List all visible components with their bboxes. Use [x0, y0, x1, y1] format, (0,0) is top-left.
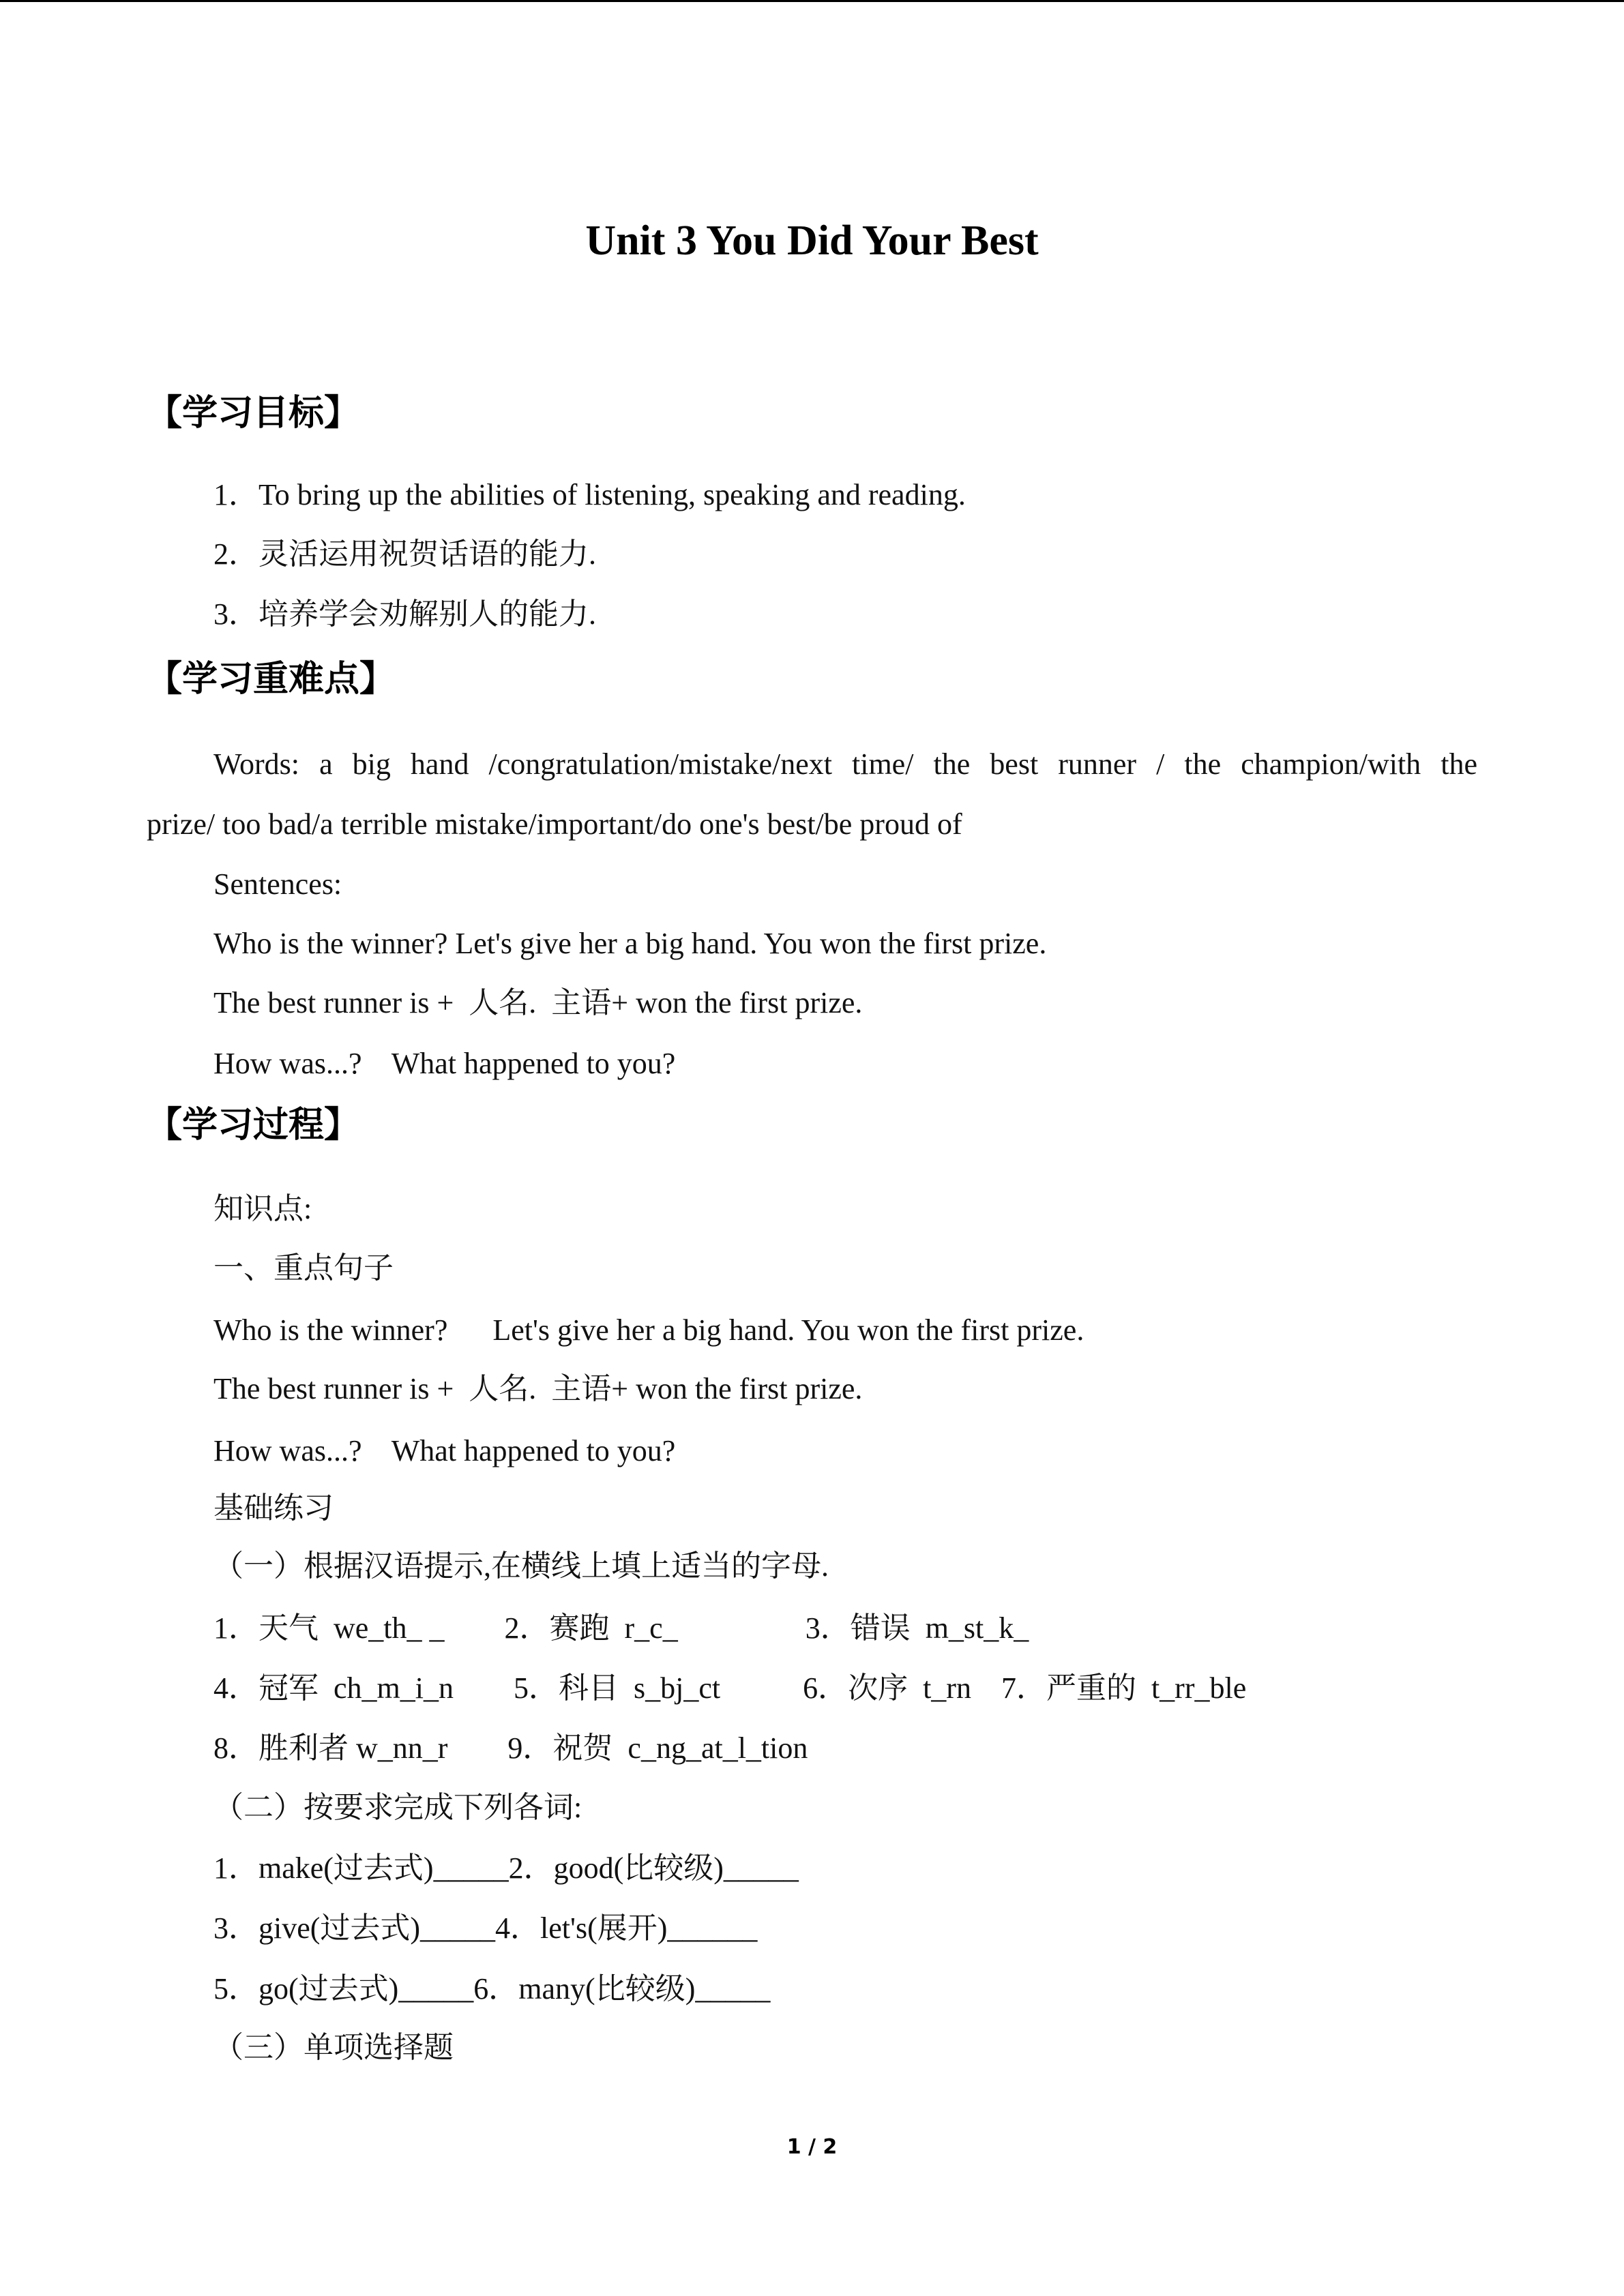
- key-sentence-3: How was...? What happened to you?: [213, 1047, 676, 1080]
- key-sentence-2: The best runner is + 人名. 主语+ won the first prize.: [213, 986, 863, 1019]
- key-sentence-1: Who is the winner? Let's give her a big hand. You won the first prize.: [213, 927, 1047, 960]
- process-heading: 【学习过程】: [147, 1105, 360, 1146]
- part1-row-2: 4．冠军 ch_m_i_n 5．科目 s_bj_ct 6．次序 t_rn 7．严重的 t_rr_ble: [213, 1671, 1247, 1705]
- objectives-heading: 【学习目标】: [147, 393, 360, 434]
- part2-row-2: 3．give(过去式)_____4．let's(展开)______: [213, 1911, 758, 1945]
- page-top-border: [0, 0, 1624, 2]
- key-words-line-2: prize/ too bad/a terrible mistake/important/do one's best/be proud of: [147, 807, 962, 841]
- process-sentence-2: The best runner is + 人名. 主语+ won the first prize.: [213, 1372, 863, 1405]
- objective-item-2: 2．灵活运用祝贺话语的能力.: [213, 537, 596, 571]
- key-points-heading: 【学习重难点】: [147, 659, 396, 700]
- part2-row-3: 5．go(过去式)_____6．many(比较级)_____: [213, 1972, 771, 2006]
- part2-row-1: 1．make(过去式)_____2．good(比较级)_____: [213, 1851, 799, 1885]
- key-sentences-label: 一、重点句子: [213, 1251, 394, 1285]
- part2-instruction: （二）按要求完成下列各词:: [213, 1791, 582, 1824]
- part1-row-1: 1．天气 we_th_ _ 2．赛跑 r_c_ 3．错误 m_st_k_: [213, 1611, 1029, 1645]
- process-sentence-1: Who is the winner? Let's give her a big hand. You won the first prize.: [213, 1313, 1084, 1347]
- objective-item-1: 1．To bring up the abilities of listening, speaking and reading.: [213, 478, 966, 511]
- practice-label: 基础练习: [213, 1491, 334, 1525]
- part3-instruction: （三）单项选择题: [213, 2031, 454, 2064]
- sentences-label: Sentences:: [213, 867, 342, 901]
- process-sentence-3: How was...? What happened to you?: [213, 1434, 676, 1467]
- key-words-line-1: Words: a big hand /congratulation/mistake/next time/ the best runner / the champion/with the: [213, 747, 1477, 781]
- objective-item-3: 3．培养学会劝解别人的能力.: [213, 597, 596, 631]
- part1-instruction: （一）根据汉语提示,在横线上填上适当的字母.: [213, 1549, 829, 1583]
- knowledge-label: 知识点:: [213, 1192, 312, 1225]
- page-number: 1 / 2: [786, 2135, 838, 2159]
- document-title: Unit 3 You Did Your Best: [585, 218, 1039, 264]
- part1-row-3: 8．胜利者 w_nn_r 9．祝贺 c_ng_at_l_tion: [213, 1731, 808, 1765]
